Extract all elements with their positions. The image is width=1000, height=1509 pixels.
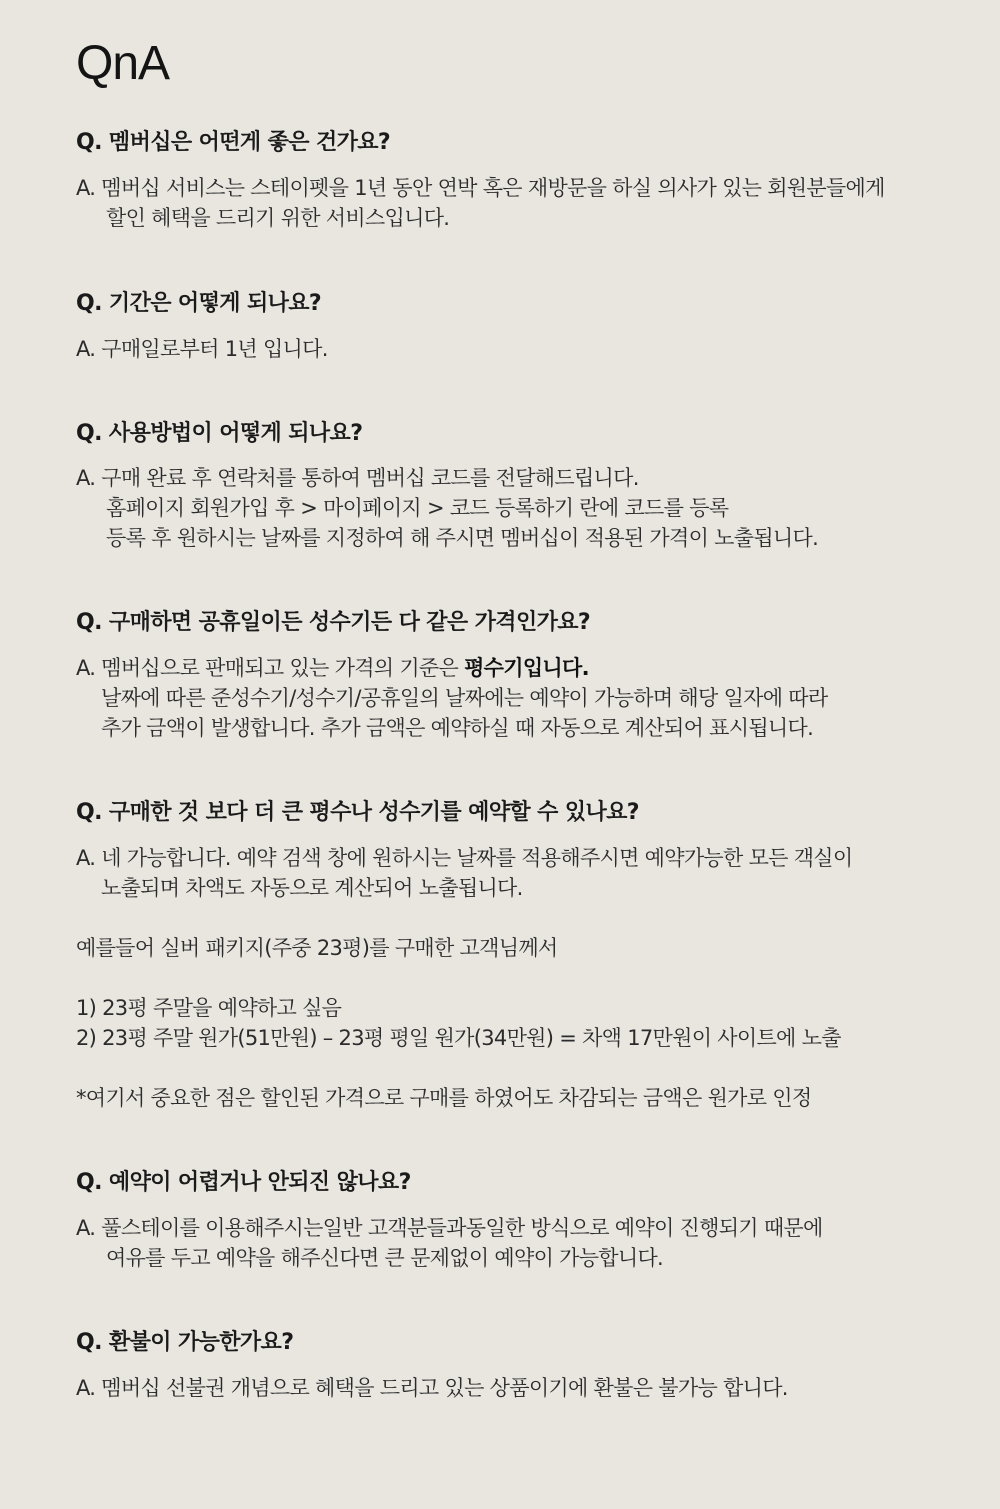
page-title: QnA <box>76 37 170 90</box>
answer-line: A. 멤버십 선불권 개념으로 혜택을 드리고 있는 상품이기에 환불은 불가능 합니다. <box>76 1376 788 1400</box>
answer-line: A. 풀스테이를 이용해주시는일반 고객분들과동일한 방식으로 예약이 진행되기 때문에 <box>76 1216 823 1240</box>
qna-question-membership-benefit: Q. 멤버십은 어떤게 좋은 건가요? <box>76 130 391 155</box>
answer-line: A. 구매일로부터 1년 입니다. <box>76 337 328 361</box>
answer-line: 추가 금액이 발생합니다. 추가 금액은 예약하실 때 자동으로 계산되어 표시됩니다. <box>101 716 814 740</box>
qna-answer-upgrade <box>76 843 852 1113</box>
qna-question-holiday-price: Q. 구매하면 공휴일이든 성수기든 다 같은 가격인가요? <box>76 610 591 635</box>
answer-line: A. 멤버십 서비스는 스테이펫을 1년 동안 연박 혹은 재방문을 하실 의사가 있는 회원분들에게 <box>76 176 885 200</box>
example-note: *여기서 중요한 점은 할인된 가격으로 구매를 하였어도 차감되는 금액은 원가로 인정 <box>76 1086 812 1110</box>
answer-line: 홈페이지 회원가입 후 > 마이페이지 > 코드 등록하기 란에 코드를 등록 <box>106 496 729 520</box>
qna-answer-booking-difficulty <box>76 1213 823 1273</box>
answer-line <box>76 653 827 683</box>
qna-answer-period <box>76 334 328 364</box>
qna-answer-membership-benefit <box>76 173 885 233</box>
answer-line: A. 네 가능합니다. 예약 검색 창에 원하시는 날짜를 적용해주시면 예약가능한 모든 객실이 <box>76 846 853 870</box>
answer-line: 여유를 두고 예약을 해주신다면 큰 문제없이 예약이 가능합니다. <box>106 1246 664 1270</box>
qna-question-period: Q. 기간은 어떻게 되나요? <box>76 291 322 316</box>
answer-line: 할인 혜택을 드리기 위한 서비스입니다. <box>106 206 450 230</box>
answer-line: A. 구매 완료 후 연락처를 통하여 멤버십 코드를 전달해드립니다. <box>76 466 639 490</box>
answer-line: 날짜에 따른 준성수기/성수기/공휴일의 날짜에는 예약이 가능하며 해당 일자에 따라 <box>101 686 828 710</box>
qna-question-booking-difficulty: Q. 예약이 어렵거나 안되진 않나요? <box>76 1170 411 1195</box>
answer-line: 노출되며 차액도 자동으로 계산되어 노출됩니다. <box>101 876 523 900</box>
answer-highlight: 평수기입니다. <box>464 656 589 680</box>
qna-question-upgrade: Q. 구매한 것 보다 더 큰 평수나 성수기를 예약할 수 있나요? <box>76 800 639 825</box>
example-intro: 예를들어 실버 패키지(주중 23평)를 구매한 고객님께서 <box>76 936 558 960</box>
qna-question-usage: Q. 사용방법이 어떻게 되나요? <box>76 421 363 446</box>
example-step: 1) 23평 주말을 예약하고 싶음 <box>76 996 342 1020</box>
answer-line: 등록 후 원하시는 날짜를 지정하여 해 주시면 멤버십이 적용된 가격이 노출됩니다. <box>106 526 819 550</box>
answer-line-text: A. 멤버십으로 판매되고 있는 가격의 기준은 <box>76 656 465 680</box>
qna-answer-holiday-price <box>76 653 827 743</box>
example-step: 2) 23평 주말 원가(51만원) – 23평 평일 원가(34만원) = 차액 17만원이 사이트에 노출 <box>76 1026 841 1050</box>
qna-question-refund: Q. 환불이 가능한가요? <box>76 1330 294 1355</box>
qna-answer-refund <box>76 1373 788 1403</box>
qna-answer-usage <box>76 463 818 553</box>
